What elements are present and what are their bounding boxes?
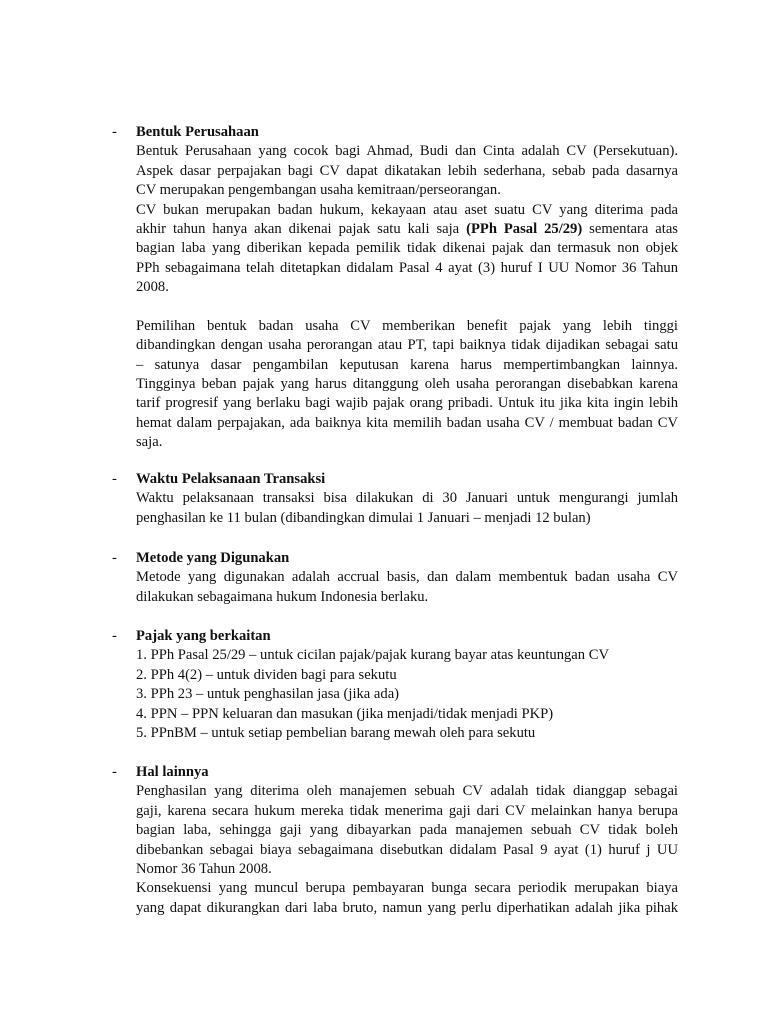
text-line: Konsekuensi yang muncul berupa pembayaran bunga secara periodik merupakan biaya — [136, 880, 678, 897]
text-line: Aspek dasar perpajakan bagi CV dapat dikatakan lebih sederhana, sebab pada dasarnya — [136, 162, 678, 179]
list-item: 5. PPnBM – untuk setiap pembelian barang mewah oleh para sekutu — [136, 724, 536, 741]
section-heading: Hal lainnya — [136, 764, 209, 780]
section-body — [136, 142, 678, 452]
text-line: CV bukan merupakan badan hukum, kekayaan atau aset suatu CV yang diterima pada — [136, 201, 678, 218]
text-line: Bentuk Perusahaan yang cocok bagi Ahmad, Budi dan Cinta adalah CV (Persekutuan). — [136, 143, 678, 160]
section-heading: Pajak yang berkaitan — [136, 628, 271, 644]
section-body — [136, 568, 678, 607]
bullet-dash: - — [112, 628, 117, 644]
text-line: penghasilan ke 11 bulan (dibandingkan dimulai 1 Januari – menjadi 12 bulan) — [136, 509, 591, 526]
paragraph-gap — [136, 298, 678, 317]
text-line: hemat dalam perpajakan, ada baiknya kita memilih badan usaha CV / membuat badan CV — [136, 414, 678, 431]
text-line: Waktu pelaksanaan transaksi bisa dilakukan di 30 Januari untuk mengurangi jumlah — [136, 490, 678, 507]
text-line: 2008. — [136, 279, 169, 296]
list-item: 3. PPh 23 – untuk penghasilan jasa (jika ada) — [136, 686, 400, 703]
text-line: CV merupakan pengembangan usaha kemitraan/perseorangan. — [136, 182, 501, 199]
text-line: dibandingkan dengan usaha perorangan atau PT, tapi baiknya tidak dijadikan sebagai satu — [136, 337, 678, 354]
bullet-dash: - — [112, 124, 117, 140]
text-line: gaji, karena secara hukum mereka tidak menerima gaji dari CV melainkan hanya berupa — [136, 802, 678, 819]
text-line: Metode yang digunakan adalah accrual basis, dan dalam membentuk badan usaha CV — [136, 569, 678, 586]
list-item: 1. PPh Pasal 25/29 – untuk cicilan pajak/pajak kurang bayar atas keuntungan CV — [136, 647, 609, 664]
text-line: tarif progresif yang berlaku bagi wajib pajak orang pribadi. Untuk itu jika kita ingin lebih — [136, 395, 678, 412]
bold-reference: (PPh Pasal 25/29) — [466, 220, 583, 237]
text-line: bagian laba yang diberikan kepada pemilik tidak dikenai pajak dan termasuk non objek — [136, 240, 678, 257]
section-body — [136, 489, 678, 528]
list-item: 4. PPN – PPN keluaran dan masukan (jika menjadi/tidak menjadi PKP) — [136, 705, 554, 722]
text-line-mixed — [136, 220, 678, 239]
bullet-dash: - — [112, 764, 117, 780]
text-line: Pemilihan bentuk badan usaha CV memberikan benefit pajak yang lebih tinggi — [136, 317, 678, 334]
text-line: bagian laba, sehingga gaji yang dibayarkan pada manajemen sebuah CV tidak boleh — [136, 822, 678, 839]
section-heading: Waktu Pelaksanaan Transaksi — [136, 471, 326, 487]
section-body — [136, 782, 678, 918]
text-line: saja. — [136, 434, 163, 451]
section-heading: Bentuk Perusahaan — [136, 124, 259, 140]
text-segment: akhir tahun hanya akan dikenai pajak satu kali saja — [136, 220, 460, 237]
text-segment: sementara atas — [589, 220, 678, 237]
text-line: Penghasilan yang diterima oleh manajemen sebuah CV adalah tidak dianggap sebagai — [136, 783, 678, 800]
text-line: – satunya dasar pengambilan keputusan karena harus mempertimbangkan lainnya. — [136, 356, 678, 373]
bullet-dash: - — [112, 471, 117, 487]
list-item: 2. PPh 4(2) – untuk dividen bagi para sekutu — [136, 666, 397, 683]
text-line: PPh sebagaimana telah ditetapkan didalam Pasal 4 ayat (3) huruf I UU Nomor 36 Tahun — [136, 259, 678, 276]
text-line: yang dapat dikurangkan dari laba bruto, namun yang perlu diperhatikan adalah jika pihak — [136, 899, 678, 916]
text-line: dibebankan sebagai biaya sebagaimana disebutkan didalam Pasal 9 ayat (1) huruf j UU — [136, 841, 678, 858]
tax-list — [136, 646, 678, 743]
section-heading: Metode yang Digunakan — [136, 550, 290, 566]
text-line: dilakukan sebagaimana hukum Indonesia berlaku. — [136, 588, 429, 605]
bullet-dash: - — [112, 550, 117, 566]
text-line: Nomor 36 Tahun 2008. — [136, 860, 272, 877]
text-line: Tingginya beban pajak yang harus ditanggung oleh usaha perorangan disebabkan karena — [136, 376, 678, 393]
